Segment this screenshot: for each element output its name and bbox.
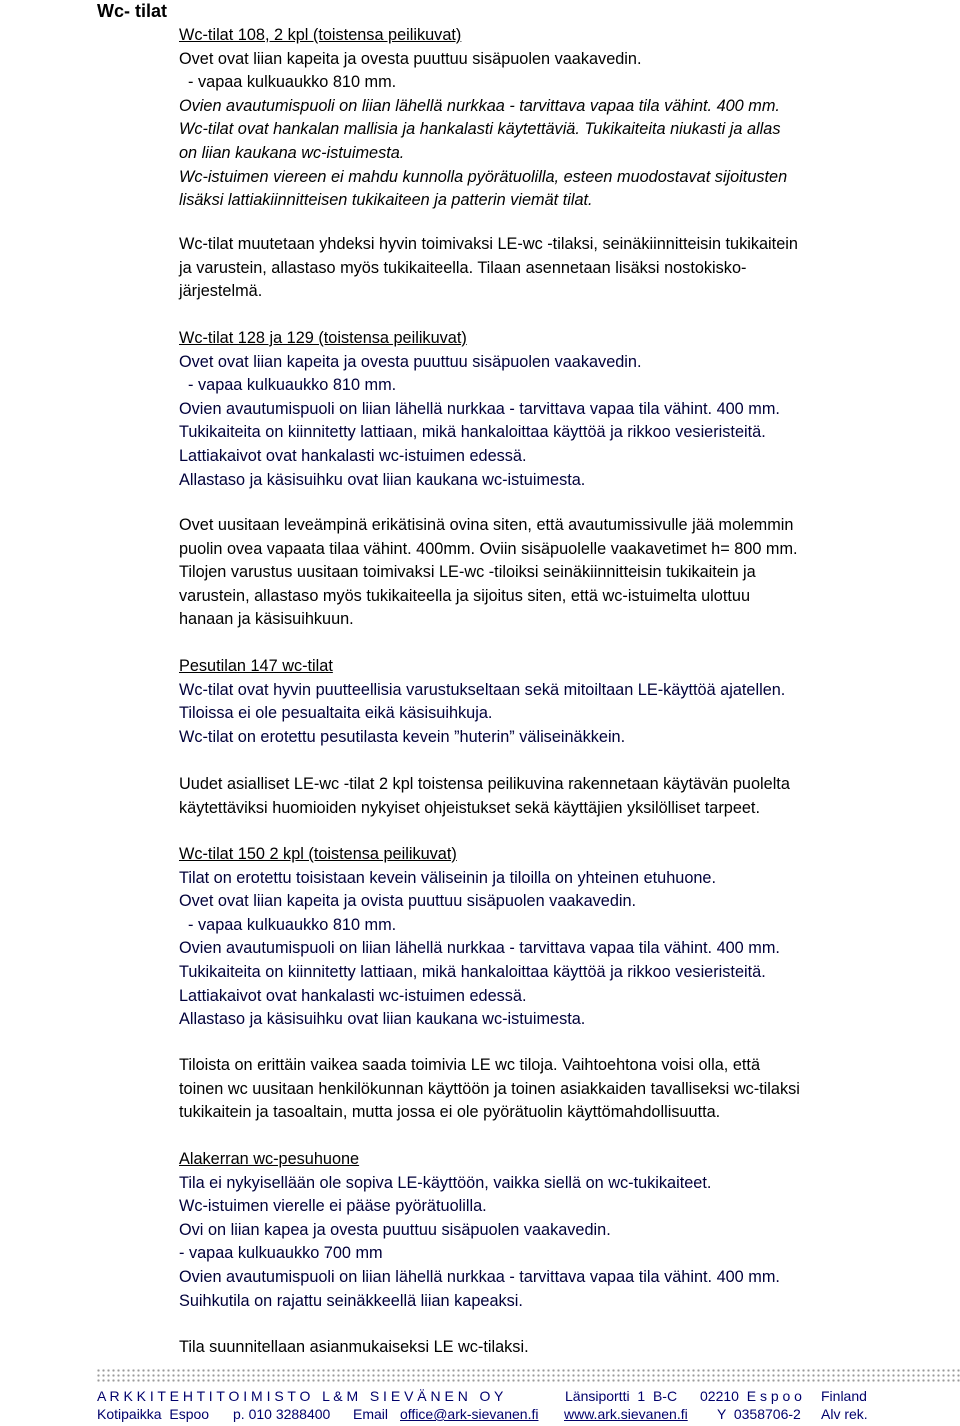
section-line: - vapaa kulkuaukko 810 mm. (179, 376, 397, 395)
section-line: Tilojen varustus uusitaan toimivaksi LE-wc -tiloiksi seinäkiinnitteisin tukikaitein ja (179, 563, 756, 582)
section-line: Lattiakaivot ovat hankalasti wc-istuimen edessä. (179, 986, 527, 1005)
section-line: Tila suunnitellaan asianmukaiseksi LE wc-tilaksi. (179, 1338, 529, 1356)
footer-email-label: Email (353, 1406, 389, 1422)
section-line: Tukikaiteita on kiinnitetty lattiaan, mikä hankaloittaa käyttöä ja rikkoo vesieristeitä. (179, 423, 766, 442)
footer-web-link[interactable]: www.ark.sievanen.fi (564, 1406, 688, 1422)
section-line: on liian kaukana wc-istuimesta. (179, 143, 405, 162)
section-line: Ovet ovat liian kapeita ja ovesta puuttuu sisäpuolen vaakavedin. (179, 49, 642, 68)
footer-email-link[interactable]: office@ark-sievanen.fi (400, 1406, 539, 1422)
section-line: Pesutilan 147 wc-tilat (179, 657, 333, 675)
section-line: tukikaitein ja tasoaltain, mutta jossa ei ole pyörätuolin käyttömahdollisuutta. (179, 1103, 721, 1122)
section-line: Wc-tilat 150 2 kpl (toistensa peilikuvat) (179, 845, 457, 863)
footer-address: Länsiportti 1 B-C (565, 1388, 678, 1404)
section-line: Wc-istuimen vierelle ei pääse pyörätuolilla. (179, 1197, 487, 1216)
footer-country: Finland (821, 1388, 867, 1404)
section-line: Tilat on erotettu toisistaan kevein väliseinin ja tiloilla on yhteinen etuhuone. (179, 868, 717, 887)
section-line: varustein, allastaso myös tukikaiteella ja sijoitus siten, että wc-istuimelta ulottuu (179, 586, 751, 605)
footer-company: A R K K I T E H T I T O I M I S T O L & M S I E V Ä N E N O Y (97, 1388, 504, 1404)
footer-vat: Alv rek. (821, 1406, 868, 1422)
section-line: Ovet ovat liian kapeita ja ovesta puuttuu sisäpuolen vaakavedin. (179, 352, 642, 371)
section-pesutila-147-proposal (179, 773, 960, 820)
footer-phone: p. 010 3288400 (233, 1406, 331, 1422)
section-line: hanaan ja käsisuihkuun. (179, 610, 354, 629)
section-line: Tila ei nykyisellään ole sopiva LE-käyttöön, vaikka siellä on wc-tukikaiteet. (179, 1173, 712, 1192)
section-line: Tukikaiteita on kiinnitetty lattiaan, mikä hankaloittaa käyttöä ja rikkoo vesieristeitä. (179, 962, 766, 981)
section-line: - vapaa kulkuaukko 810 mm. (179, 915, 397, 934)
section-line: Wc-tilat ovat hankalan mallisia ja hankalasti käytettäviä. Tukikaiteita niukasti ja allas (179, 120, 781, 139)
footer-business-id: Y 0358706-2 (717, 1406, 801, 1422)
section-wc-108-proposal (179, 233, 960, 304)
section-wc-128-129 (179, 327, 960, 492)
section-line: Ovi on liian kapea ja ovesta puuttuu sisäpuolen vaakavedin. (179, 1220, 611, 1239)
section-line: puolin ovea vapaata tilaa vähint. 400mm. Oviin sisäpuolelle vaakavetimet h= 800 mm. (179, 539, 798, 558)
section-line: Wc-tilat 128 ja 129 (toistensa peilikuvat) (179, 329, 467, 347)
section-line: Wc-tilat ovat hyvin puutteellisia varustukseltaan sekä mitoiltaan LE-käyttöä ajatellen. (179, 680, 786, 699)
section-line: Uudet asialliset LE-wc -tilat 2 kpl toistensa peilikuvina rakennetaan käytävän puolelta (179, 775, 790, 793)
section-line: käytettäviksi huomioiden nykyiset ohjeistukset sekä käyttäjien yksilölliset tarpeet. (179, 798, 760, 817)
section-wc-128-129-proposal (179, 514, 960, 632)
section-line: Suihkutila on rajattu seinäkkeellä liian kapeaksi. (179, 1291, 523, 1310)
section-line: Tiloista on erittäin vaikea saada toimivia LE wc tiloja. Vaihtoehtona voisi olla, että (179, 1056, 761, 1074)
section-line: Ovet ovat liian kapeita ja ovista puuttuu sisäpuolen vaakavedin. (179, 892, 637, 911)
section-line: Ovien avautumispuoli on liian lähellä nurkkaa - tarvittava vapaa tila vähint. 400 mm. (179, 96, 780, 115)
section-wc-150 (179, 843, 960, 1032)
section-line: toinen wc uusitaan henkilökunnan käyttöön ja toinen asiakkaiden tavalliseksi wc-tilaksi (179, 1079, 800, 1098)
footer-divider (96, 1368, 960, 1382)
section-line: lisäksi lattiakiinnitteisen tukikaiteen ja patterin viemät tilat. (179, 191, 593, 210)
section-line: Wc-istuimen viereen ei mahdu kunnolla pyörätuolilla, esteen muodostavat sijoitusten (179, 167, 788, 186)
section-line: - vapaa kulkuaukko 810 mm. (179, 73, 397, 92)
section-line: Allastaso ja käsisuihku ovat liian kaukana wc-istuimesta. (179, 1010, 586, 1029)
section-line: Wc-tilat on erotettu pesutilasta kevein ”huterin” väliseinäkkein. (179, 727, 626, 746)
section-pesutila-147 (179, 655, 960, 749)
section-wc-108 (179, 24, 960, 213)
section-line: Allastaso ja käsisuihku ovat liian kaukana wc-istuimesta. (179, 470, 586, 489)
section-line: Ovien avautumispuoli on liian lähellä nurkkaa - tarvittava vapaa tila vähint. 400 mm. (179, 1267, 780, 1286)
section-wc-150-proposal (179, 1054, 960, 1125)
section-line: Ovien avautumispuoli on liian lähellä nurkkaa - tarvittava vapaa tila vähint. 400 mm. (179, 399, 780, 418)
section-line: järjestelmä. (179, 282, 263, 301)
section-line: Lattiakaivot ovat hankalasti wc-istuimen edessä. (179, 446, 527, 465)
section-line: Wc-tilat 108, 2 kpl (toistensa peilikuvat) (179, 26, 462, 44)
section-line: Ovien avautumispuoli on liian lähellä nurkkaa - tarvittava vapaa tila vähint. 400 mm. (179, 939, 780, 958)
footer-postal: 02210 E s p o o (700, 1388, 802, 1404)
section-line: Alakerran wc-pesuhuone (179, 1150, 360, 1168)
section-line: Ovet uusitaan leveämpinä erikätisinä ovina siten, että avautumissivulle jää molemmin (179, 516, 794, 534)
section-line: Wc-tilat muutetaan yhdeksi hyvin toimivaksi LE-wc -tilaksi, seinäkiinnitteisin tukikaitein (179, 235, 798, 253)
section-line: Tiloissa ei ole pesualtaita eikä käsisuihkuja. (179, 704, 493, 723)
section-alakerta-proposal (179, 1336, 960, 1360)
section-line: - vapaa kulkuaukko 700 mm (179, 1244, 383, 1263)
page-title: Wc- tilat (97, 1, 167, 21)
section-alakerta (179, 1148, 960, 1313)
section-line: ja varustein, allastaso myös tukikaiteella. Tilaan asennetaan lisäksi nostokisko- (179, 258, 747, 277)
footer-location: Kotipaikka Espoo (97, 1406, 210, 1422)
